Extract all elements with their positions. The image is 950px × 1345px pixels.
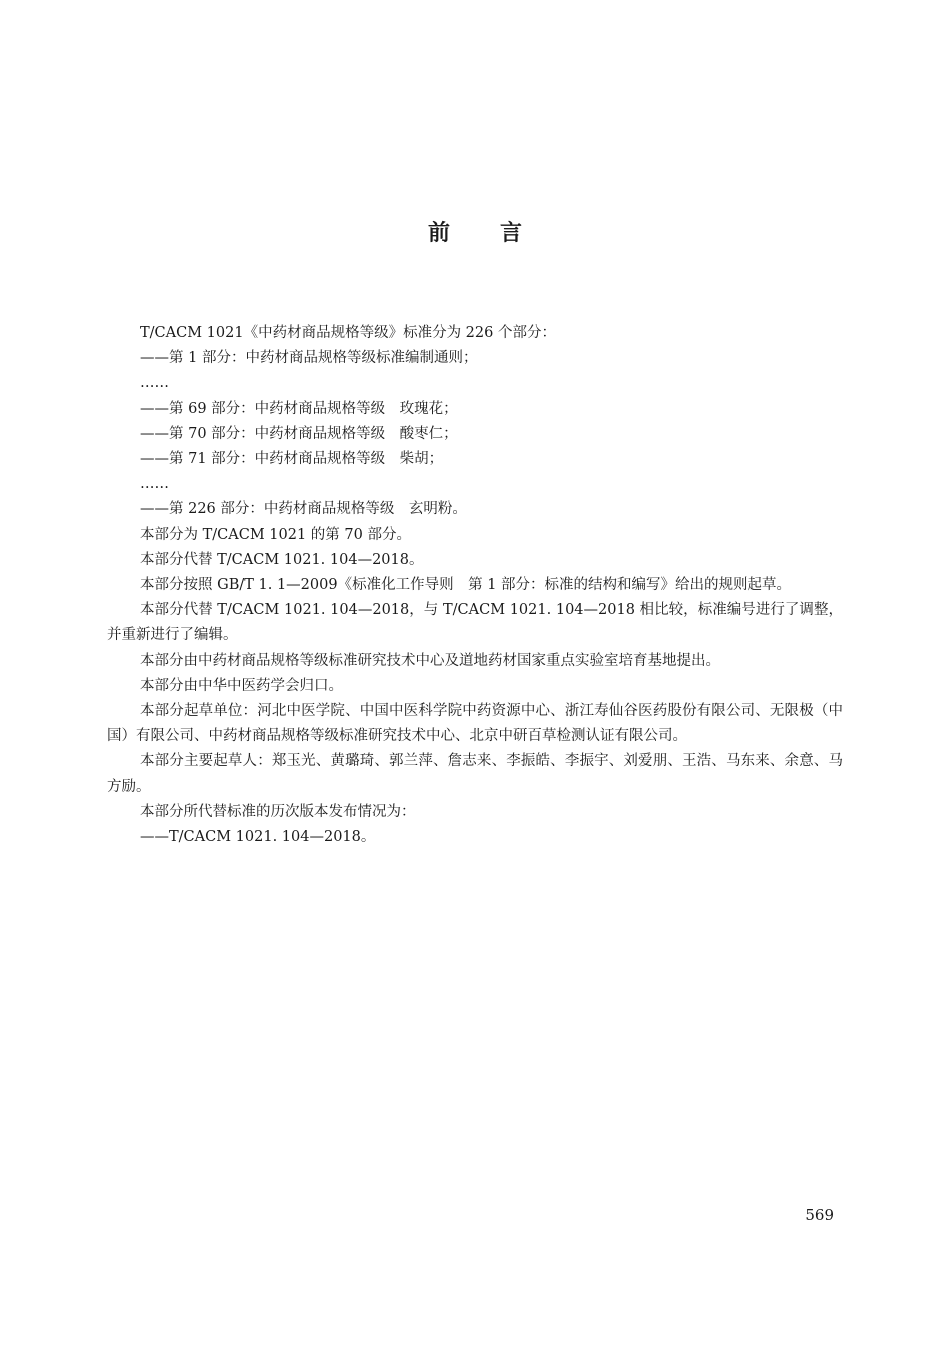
list-item-part-70: ——第 70 部分：中药材商品规格等级 酸枣仁； — [140, 425, 458, 442]
list-ellipsis: …… — [140, 476, 169, 493]
list-item-previous-version: ——T/CACM 1021. 104—2018。 — [140, 829, 376, 846]
paragraph-changes: 本部分代替 T/CACM 1021. 104—2018，与 T/CACM 1021. 104—2018 相比较，标准编号进行了调整，并重新进行了编辑。 — [107, 602, 843, 644]
paragraph-under-jurisdiction: 本部分由中华中医药学会归口。 — [140, 677, 343, 694]
paragraph-proposed-by: 本部分由中药材商品规格等级标准研究技术中心及道地药材国家重点实验室培育基地提出。 — [140, 652, 720, 669]
paragraph-part-number: 本部分为 T/CACM 1021 的第 70 部分。 — [140, 526, 411, 543]
paragraph-standard-parts-intro: T/CACM 1021《中药材商品规格等级》标准分为 226 个部分： — [140, 325, 556, 341]
paragraph-drafting-units: 本部分起草单位：河北中医学院、中国中医科学院中药资源中心、浙江寿仙谷医药股份有限公司、无限极（中国）有限公司、中药材商品规格等级标准研究技术中心、北京中研百草检测认证有限公司。 — [107, 703, 843, 745]
page-title: 前言 — [427, 221, 572, 246]
list-item-part-71: ——第 71 部分：中药材商品规格等级 柴胡； — [140, 451, 444, 468]
paragraph-replaces: 本部分代替 T/CACM 1021. 104—2018。 — [140, 551, 424, 568]
list-ellipsis: …… — [140, 375, 169, 392]
preface-body — [107, 321, 843, 850]
list-item-part-1: ——第 1 部分：中药材商品规格等级标准编制通则； — [140, 350, 478, 367]
paragraph-drafting-rules: 本部分按照 GB/T 1. 1—2009《标准化工作导则 第 1 部分：标准的结构和编写》给出的规则起草。 — [140, 577, 792, 594]
list-item-part-226: ——第 226 部分：中药材商品规格等级 玄明粉。 — [140, 501, 467, 518]
page-number: 569 — [805, 1206, 834, 1224]
list-item-part-69: ——第 69 部分：中药材商品规格等级 玫瑰花； — [140, 400, 458, 417]
paragraph-version-history: 本部分所代替标准的历次版本发布情况为： — [140, 803, 416, 820]
paragraph-main-drafters: 本部分主要起草人：郑玉光、黄璐琦、郭兰萍、詹志来、李振皓、李振宇、刘爱朋、王浩、马东来、余意、马方励。 — [107, 753, 843, 795]
